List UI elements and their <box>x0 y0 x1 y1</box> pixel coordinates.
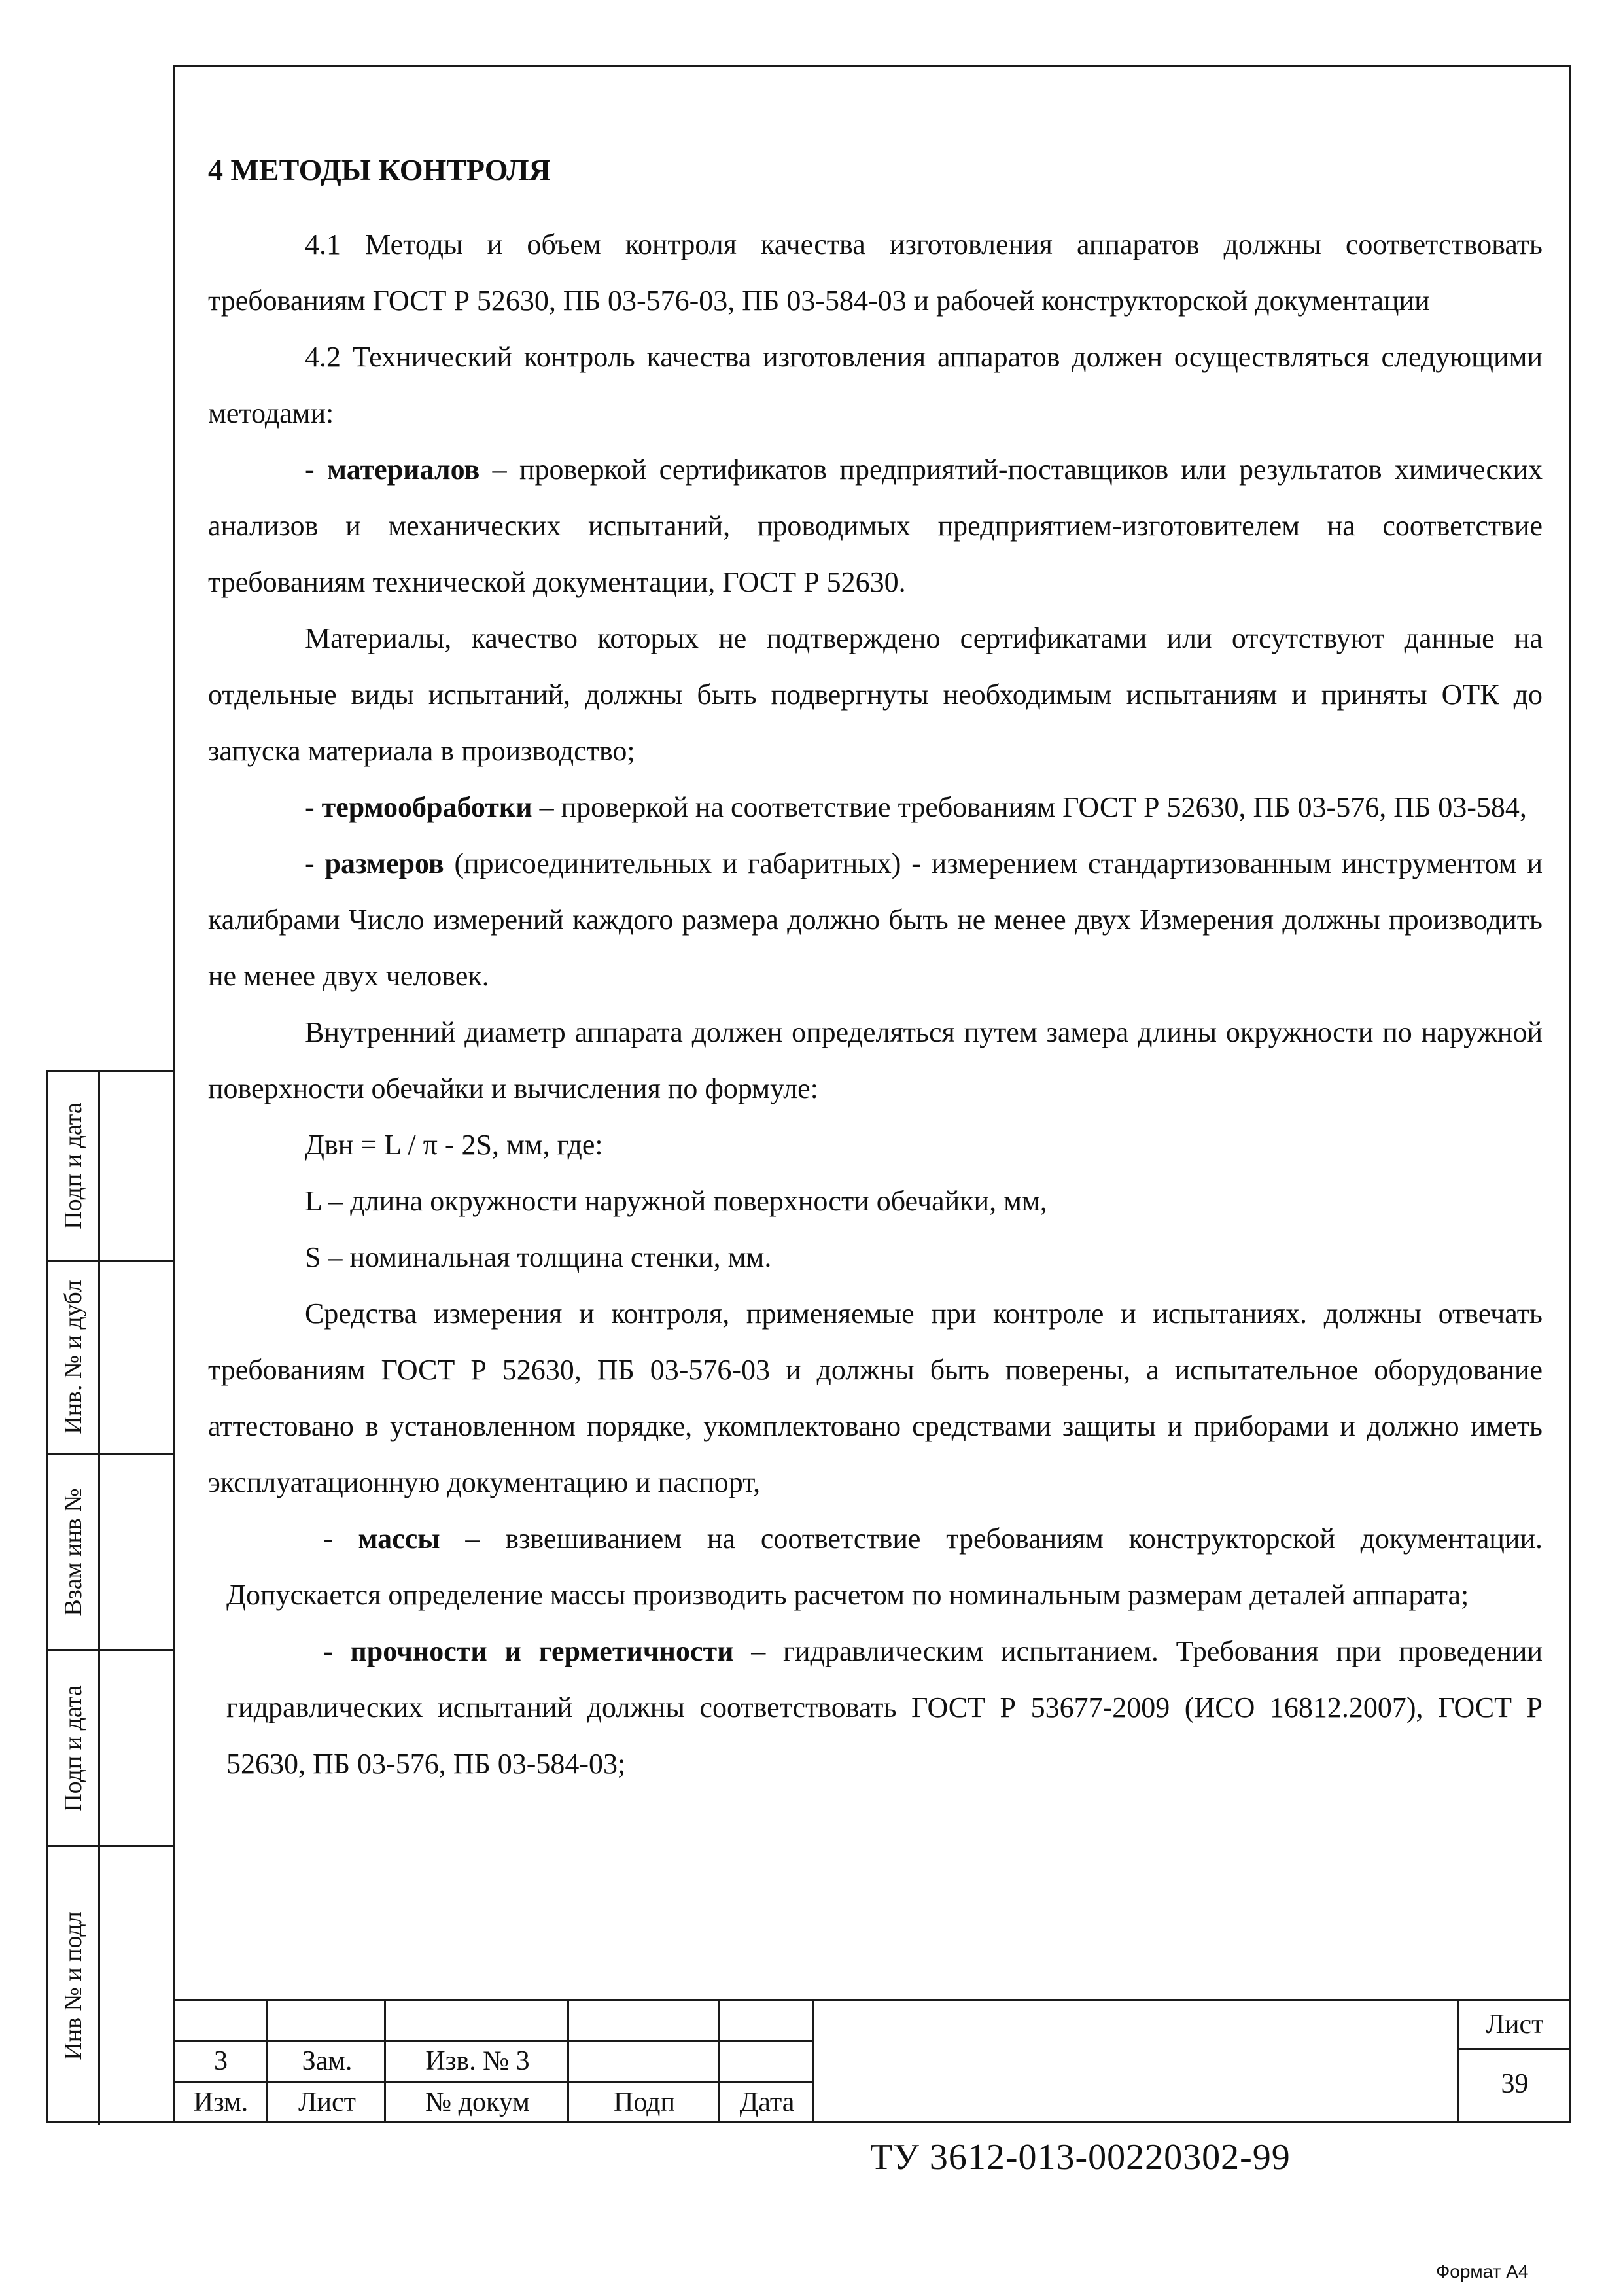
paragraph-materials-note: Материалы, качество которых не подтверждено сертификатами или отсутствуют данные на отдельные виды испытаний, должны быть подвергнуты необходимым испытаниям и приняты ОТК до запуска материала в производство; <box>208 622 1543 767</box>
section-heading: 4 МЕТОДЫ КОНТРОЛЯ <box>208 153 551 186</box>
side-label: Инв. № и дубл <box>59 1280 87 1434</box>
item-dimensions: - размеров (присоединительных и габаритных) - измерением стандартизованным инструментом и калибрами Число измерений каждого размера должно быть не менее двух Измерения должны производить не менее двух человек. <box>208 847 1543 992</box>
header-data: Дата <box>739 2087 795 2117</box>
definition-l: L – длина окружности наружной поверхности обечайки, мм, <box>305 1185 1047 1217</box>
change-notice: Изв. № 3 <box>425 2046 530 2076</box>
item-strength: - прочности и герметичности – гидравлическим испытанием. Требования при проведении гидравлических испытаний должны соответствовать ГОСТ Р 53677-2009 (ИСО 16812.2007), ГОСТ Р 52630, ПБ 03-576, ПБ 03-584-03; <box>226 1635 1543 1780</box>
paragraph-diameter: Внутренний диаметр аппарата должен определяться путем замера длины окружности по наружной поверхности обечайки и вычисления по формуле: <box>208 1016 1543 1104</box>
format-label: Формат А4 <box>1436 2261 1529 2282</box>
change-type: Зам. <box>302 2046 353 2076</box>
item-materials: - материалов – проверкой сертификатов предприятий-поставщиков или результатов химических анализов и механических испытаний, проводимых предприятием-изготовителем на соответствие требованиям технической документации, ГОСТ Р 52630. <box>208 453 1543 598</box>
header-list: Лист <box>298 2087 356 2117</box>
binding-strip <box>46 1070 175 2123</box>
header-izm: Изм. <box>193 2087 249 2117</box>
definition-s: S – номинальная толщина стенки, мм. <box>305 1241 772 1273</box>
document-body <box>208 147 1543 1792</box>
item-heat-treatment: - термообработки – проверкой на соответствие требованиям ГОСТ Р 52630, ПБ 03-576, ПБ 03-584, <box>305 791 1527 823</box>
side-cell-3 <box>48 1455 175 1651</box>
side-cell-5 <box>48 1847 175 2125</box>
paragraph-instruments: Средства измерения и контроля, применяемые при контроле и испытаниях. должны отвечать требованиям ГОСТ Р 52630, ПБ 03-576-03 и должны быть поверены, а испытательное оборудование аттестовано в установленном порядке, укомплектовано средствами защиты и приборами и должно иметь эксплуатационную документацию и паспорт, <box>208 1298 1543 1498</box>
title-block <box>173 1999 1571 2123</box>
side-label: Подп и дата <box>59 1102 87 1229</box>
header-doc: № докум <box>425 2087 530 2117</box>
side-label: Подп и дата <box>59 1684 87 1812</box>
sheet-number: 39 <box>1501 2069 1529 2099</box>
change-number: 3 <box>214 2046 228 2076</box>
item-mass: - массы – взвешиванием на соответствие требованиям конструкторской документации. Допускается определение массы производить расчетом по номинальным размерам деталей аппарата; <box>226 1523 1543 1611</box>
document-code: ТУ 3612-013-00220302-99 <box>870 2137 1291 2178</box>
side-cell-2 <box>48 1262 175 1455</box>
formula: Двн = L / π - 2S, мм, где: <box>305 1129 603 1161</box>
side-cell-4 <box>48 1651 175 1847</box>
paragraph-4-1: 4.1 Методы и объем контроля качества изготовления аппаратов должны соответствовать требованиям ГОСТ Р 52630, ПБ 03-576-03, ПБ 03-584-03 и рабочей конструкторской документации <box>208 228 1543 317</box>
side-label: Инв № и подл <box>59 1911 87 2060</box>
sheet-label: Лист <box>1486 2009 1544 2040</box>
paragraph-4-2: 4.2 Технический контроль качества изготовления аппаратов должен осуществляться следующими методами: <box>208 341 1543 429</box>
header-podp: Подп <box>614 2087 675 2117</box>
side-cell-1 <box>48 1072 175 1262</box>
side-label: Взам инв № <box>59 1487 87 1616</box>
